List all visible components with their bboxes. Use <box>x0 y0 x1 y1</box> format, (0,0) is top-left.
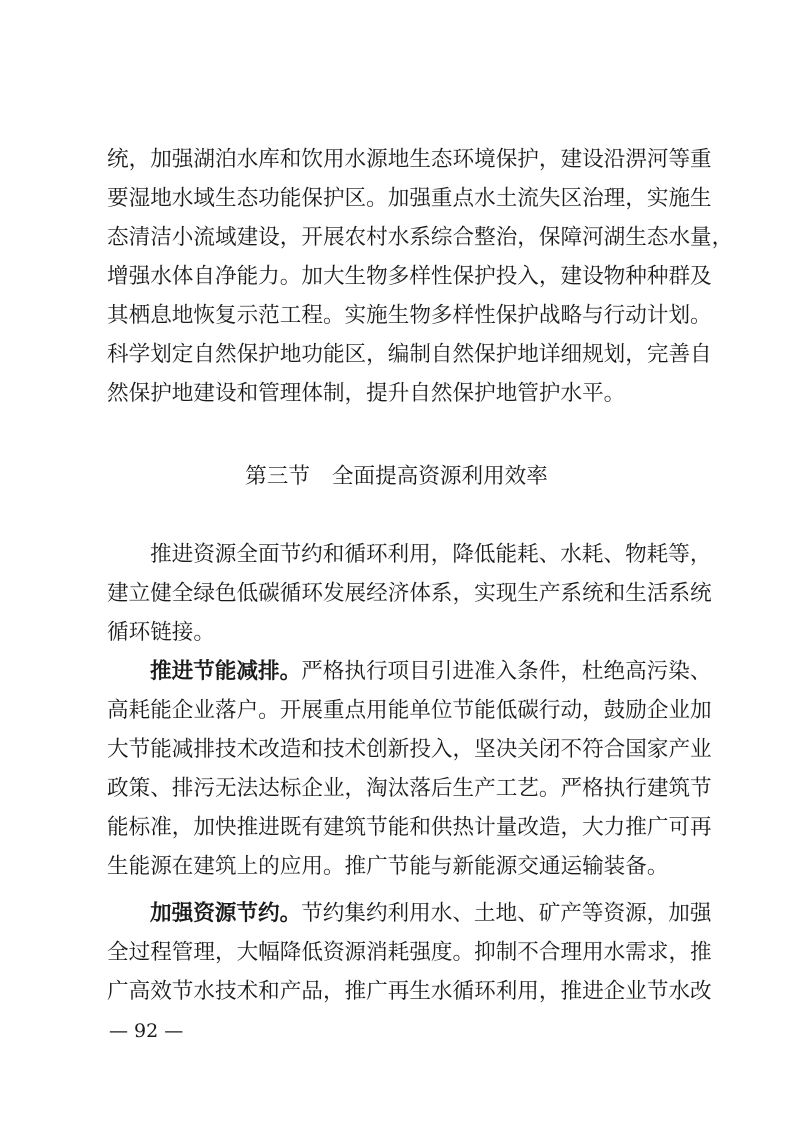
paragraph-1-line-1: 统，加强湖泊水库和饮用水源地生态环境保护，建设沿淠河等重 <box>107 147 712 172</box>
paragraph-3-lead: 推进节能减排。 <box>150 659 302 684</box>
paragraph-3-line-1 <box>150 655 712 689</box>
section-heading <box>0 459 793 495</box>
paragraph-2-line-2: 建立健全绿色低碳循环发展经济体系，实现生产系统和生活系统 <box>107 581 712 606</box>
paragraph-4-first-line-rest: 节约集约利用水、土地、矿产等资源，加强 <box>301 901 712 926</box>
paragraph-4-line-2: 全过程管理，大幅降低资源消耗强度。抑制不合理用水需求，推 <box>107 940 712 965</box>
paragraph-1-line-5: 其栖息地恢复示范工程。实施生物多样性保护战略与行动计划。 <box>107 303 712 328</box>
paragraph-1-line-4: 增强水体自净能力。加大生物多样性保护投入，建设物种种群及 <box>107 264 712 289</box>
paragraph-1-line-6: 科学划定自然保护地功能区，编制自然保护地详细规划，完善自 <box>107 342 712 367</box>
paragraph-3-line-6: 生能源在建筑上的应用。推广节能与新能源交通运输装备。 <box>107 854 669 879</box>
paragraph-3-line-4: 政策、排污无法达标企业，淘汰落后生产工艺。严格执行建筑节 <box>107 776 712 801</box>
paragraph-1-line-7: 然保护地建设和管理体制，提升自然保护地管护水平。 <box>107 381 626 406</box>
paragraph-1-line-3: 态清洁小流域建设，开展农村水系综合整治，保障河湖生态水量， <box>107 225 734 250</box>
section-title: 全面提高资源利用效率 <box>331 464 548 489</box>
paragraph-4-line-1 <box>150 897 712 931</box>
page-number: — 92 — <box>109 1020 184 1042</box>
paragraph-2-line-3: 循环链接。 <box>107 620 215 645</box>
paragraph-3-first-line-rest: 严格执行项目引进准入条件，杜绝高污染、 <box>301 659 712 684</box>
paragraph-3-line-5: 能标准，加快推进既有建筑节能和供热计量改造，大力推广可再 <box>107 815 712 840</box>
paragraph-2-line-1: 推进资源全面节约和循环利用，降低能耗、水耗、物耗等， <box>150 542 712 567</box>
paragraph-1-line-2: 要湿地水域生态功能保护区。加强重点水土流失区治理，实施生 <box>107 186 712 211</box>
section-number: 第三节 <box>245 464 310 489</box>
paragraph-3-line-2: 高耗能企业落户。开展重点用能单位节能低碳行动，鼓励企业加 <box>107 698 712 723</box>
paragraph-3-line-3: 大节能减排技术改造和技术创新投入，坚决关闭不符合国家产业 <box>107 737 712 762</box>
paragraph-4-lead: 加强资源节约。 <box>150 901 302 926</box>
paragraph-4-line-3: 广高效节水技术和产品，推广再生水循环利用，推进企业节水改 <box>107 979 712 1004</box>
